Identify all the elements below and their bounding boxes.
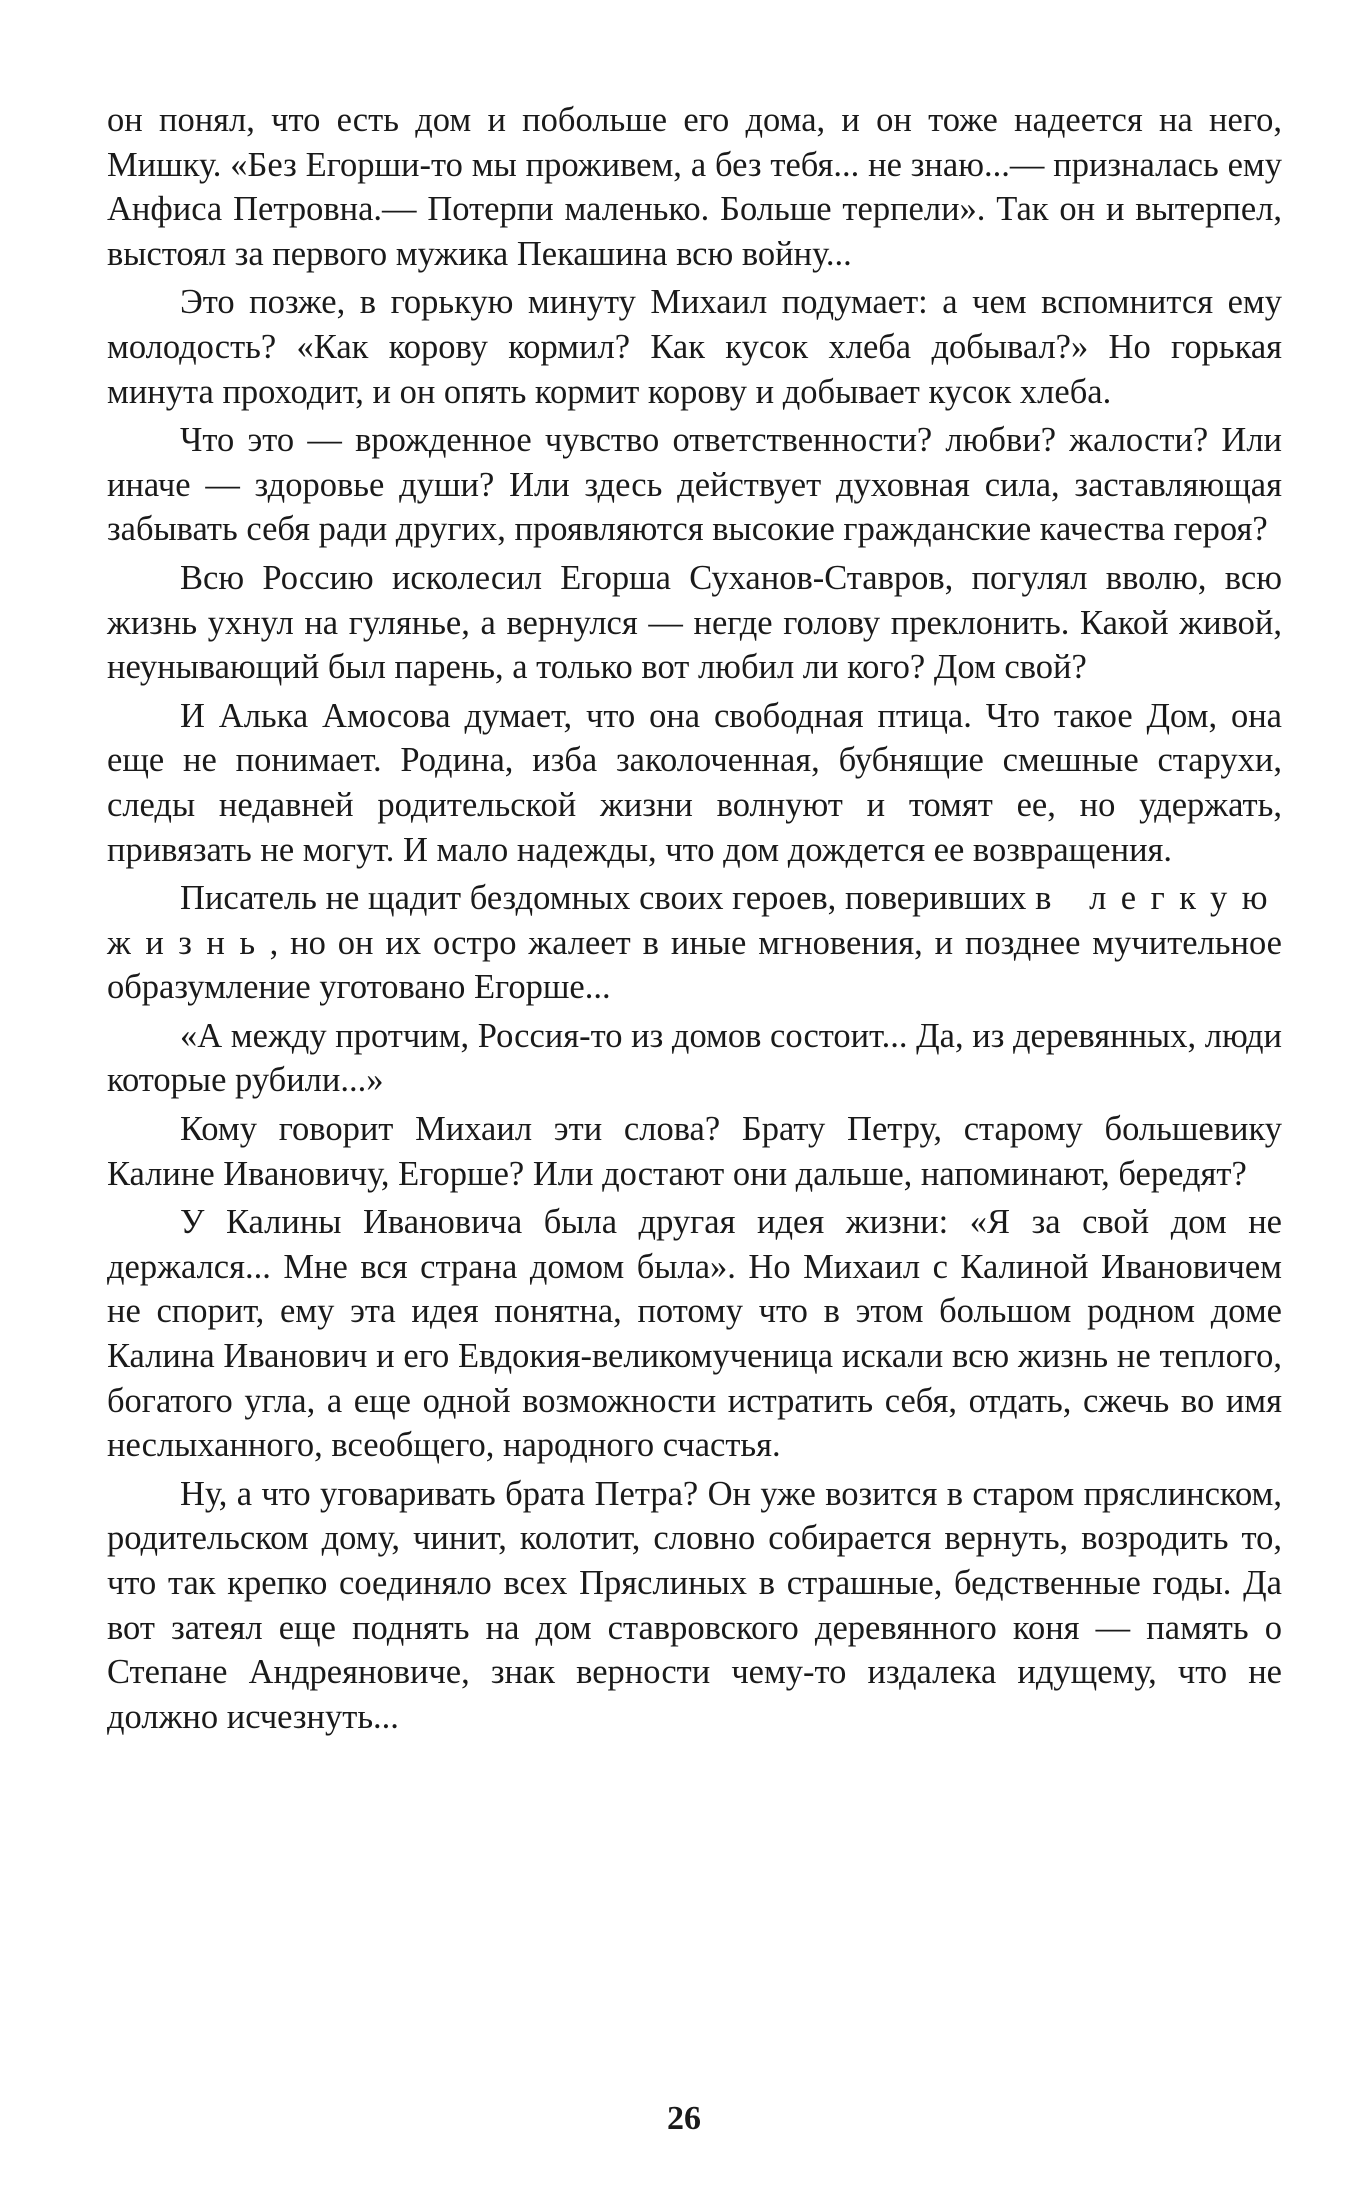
paragraph-1: он понял, что есть дом и побольше его дома, и он тоже надеется на него, Мишку. «Без Егорши-то мы проживем, а без тебя... не знаю...— призналась ему Анфиса Петровна.— Потерпи маленько. Больше терпели». Так он и вытерпел, выстоял за первого мужика Пекашина всю войну...: [107, 101, 1282, 273]
paragraph-6-spaced-phrase: в легкую жизнь: [107, 879, 1282, 962]
page-text: [107, 98, 1282, 1743]
paragraph-3: Что это — врожденное чувство ответственности? любви? жалости? Или иначе — здоровье души? Или здесь действует духовная сила, заставляющая забывать себя ради других, проявляются высокие гражданские качества героя?: [107, 421, 1282, 549]
paragraph-7: «А между протчим, Россия-то из домов состоит... Да, из деревянных, люди которые рубили...»: [107, 1016, 1282, 1100]
paragraph-9: У Калины Ивановича была другая идея жизни: «Я за свой дом не держался... Мне вся страна домом была». Но Михаил с Калиной Ивановичем не спорит, ему эта идея понятна, потому что в этом большом родном доме Калина Иванович и его Евдокия-великомученица искали всю жизнь не теплого, богатого угла, а еще одной возможности истратить себя, отдать, сжечь во имя неслыханного, всеобщего, народного счастья.: [107, 1203, 1282, 1465]
paragraph-10: Ну, а что уговаривать брата Петра? Он уже возится в старом пряслинском, родительском дому, чинит, колотит, словно собирается вернуть, возродить то, что так крепко соединяло всех Пряслиных в страшные, бедственные годы. Да вот затеял еще поднять на дом ставровского деревянного коня — память о Степане Андреяновиче, знак верности чему-то издалека идущему, что не должно исчезнуть...: [107, 1474, 1282, 1736]
page-number: 26: [667, 2100, 701, 2137]
paragraph-5: И Алька Амосова думает, что она свободная птица. Что такое Дом, она еще не понимает. Родина, изба заколоченная, бубнящие смешные старухи, следы недавней родительской жизни волнуют и томят ее, но удержать, привязать не могут. И мало надежды, что дом дождется ее возвращения.: [107, 696, 1282, 869]
paragraph-2: Это позже, в горькую минуту Михаил подумает: а чем вспомнится ему молодость? «Как корову кормил? Как кусок хлеба добывал?» Но горькая минута проходит, и он опять кормит корову и добывает кусок хлеба.: [107, 283, 1282, 411]
paragraph-6: [107, 876, 1282, 1010]
paragraph-6-after: , но он их остро жалеет в иные мгновения, и позднее мучительное образумление уготовано Егорше...: [107, 923, 1282, 1007]
paragraph-6-before: Писатель не щадит бездомных своих героев, поверивших: [180, 879, 1036, 918]
paragraph-8: Кому говорит Михаил эти слова? Брату Петру, старому большевику Калине Ивановичу, Егорше? Или достают они дальше, напоминают, бередят?: [107, 1110, 1282, 1193]
paragraph-4: Всю Россию исколесил Егорша Суханов-Ставров, погулял вволю, всю жизнь ухнул на гулянье, а вернулся — негде голову преклонить. Какой живой, неунывающий был парень, а только вот любил ли кого? Дом свой?: [107, 558, 1282, 687]
